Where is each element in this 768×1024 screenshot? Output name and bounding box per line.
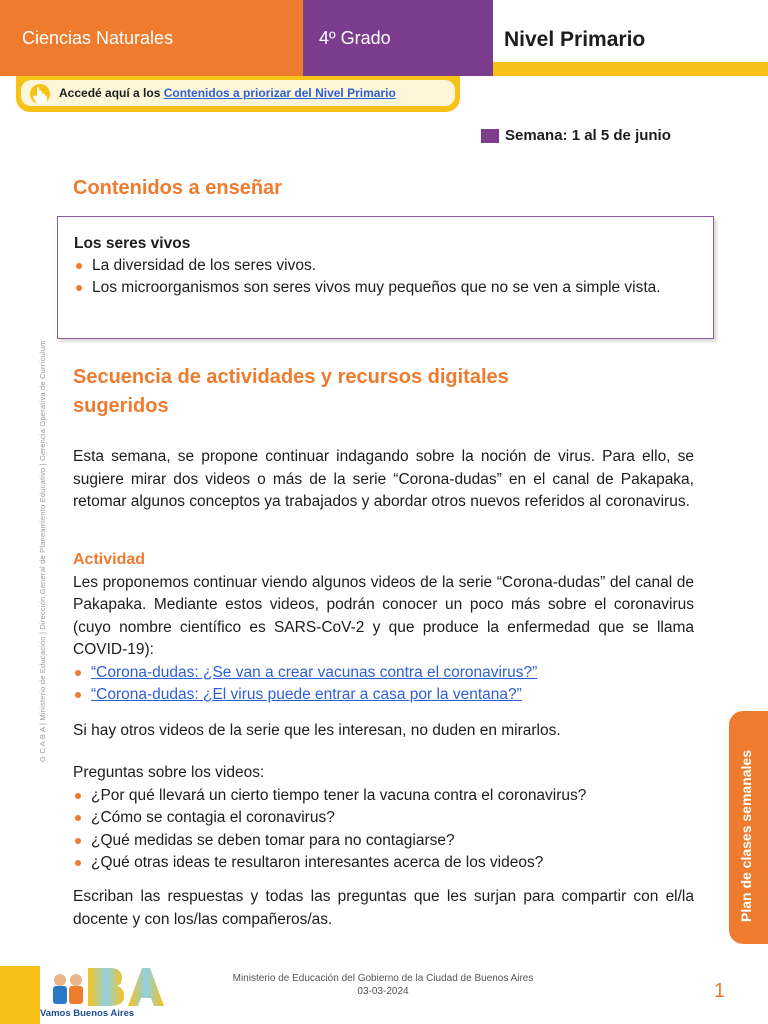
more-videos-text: Si hay otros videos de la serie que les interesan, no duden en mirarlos. bbox=[73, 722, 561, 739]
contents-heading: Contenidos a enseñar bbox=[73, 177, 282, 199]
questions-title: Preguntas sobre los videos: bbox=[73, 764, 265, 781]
side-tab-label: Plan de clases semanales bbox=[738, 750, 754, 922]
priorities-banner bbox=[16, 76, 460, 112]
hand-pointer-icon bbox=[29, 83, 51, 105]
contents-box-title: Los seres vivos bbox=[74, 235, 191, 252]
footer-credits bbox=[200, 972, 566, 998]
week-marker bbox=[481, 129, 499, 143]
sequence-heading bbox=[73, 363, 509, 421]
list-item: ¿Qué otras ideas te resultaron interesantes acerca de los videos? bbox=[73, 852, 694, 875]
page-number: 1 bbox=[714, 980, 726, 1002]
side-credit: G C A B A | Ministerio de Educación | Dirección General de Planeamiento Educativo | Gerencia Operativa de Currículum bbox=[38, 340, 47, 762]
logo-text: Vamos Buenos Aires bbox=[40, 1008, 135, 1019]
list-item bbox=[73, 662, 694, 685]
week-text: Semana: 1 al 5 de junio bbox=[505, 127, 671, 144]
list-item: Los microorganismos son seres vivos muy pequeños que no se ven a simple vista. bbox=[74, 277, 697, 299]
list-item: La diversidad de los seres vivos. bbox=[74, 255, 697, 277]
footer-ministry: Ministerio de Educación del Gobierno de la Ciudad de Buenos Aires bbox=[232, 973, 534, 984]
banner-inner bbox=[21, 80, 455, 106]
questions-section bbox=[73, 762, 694, 875]
footer-date: 03-03-2024 bbox=[357, 986, 409, 997]
video-links bbox=[73, 662, 694, 707]
list-item bbox=[73, 684, 694, 707]
contents-list bbox=[74, 255, 697, 299]
video-link-window[interactable]: “Corona-dudas: ¿El virus puede entrar a casa por la ventana?” bbox=[91, 686, 522, 703]
priorities-link[interactable]: Contenidos a priorizar del Nivel Primario bbox=[163, 86, 396, 100]
questions-list bbox=[73, 785, 694, 875]
activity-text: Les proponemos continuar viendo algunos videos de la serie “Corona-dudas” del canal de Pakapaka. Mediante estos videos, podrán conocer un poco más sobre el coronavirus (cuyo nombre científico es SARS-CoV-2 y que produce la enfermedad que se llama COVID-19): bbox=[73, 573, 694, 658]
header-accent-bar bbox=[493, 62, 768, 76]
subject-header bbox=[0, 0, 303, 76]
list-item: ¿Por qué llevará un cierto tiempo tener la vacuna contra el coronavirus? bbox=[73, 785, 694, 808]
subject-label: Ciencias Naturales bbox=[22, 28, 174, 48]
sequence-heading-line1: Secuencia de actividades y recursos digitales bbox=[73, 366, 509, 388]
level-title: Nivel Primario bbox=[504, 28, 646, 51]
closing-text: Escriban las respuestas y todas las preguntas que les surjan para compartir con el/la docente y con los/las compañeros/as. bbox=[73, 888, 694, 928]
activity-section bbox=[73, 549, 694, 707]
week-label bbox=[481, 127, 671, 144]
grade-header bbox=[303, 0, 493, 76]
contents-box bbox=[57, 216, 714, 339]
list-item: ¿Qué medidas se deben tomar para no contagiarse? bbox=[73, 830, 694, 853]
banner-prefix: Accedé aquí a los bbox=[59, 86, 161, 100]
video-link-vaccines[interactable]: “Corona-dudas: ¿Se van a crear vacunas contra el coronavirus?” bbox=[91, 663, 538, 681]
list-item: ¿Cómo se contagia el coronavirus? bbox=[73, 807, 694, 830]
activity-title: Actividad bbox=[73, 551, 146, 568]
sequence-intro: Esta semana, se propone continuar indagando sobre la noción de virus. Para ello, se sugiere mirar dos videos o más de la serie “Corona-dudas” en el canal de Pakapaka, retomar algunos conceptos ya trabajados y abordar otros nuevos referidos al coronavirus. bbox=[73, 448, 694, 510]
footer-accent-bar bbox=[0, 966, 40, 1024]
sequence-heading-line2: sugeridos bbox=[73, 395, 169, 417]
banner-text bbox=[59, 86, 396, 100]
grade-label: 4º Grado bbox=[319, 28, 391, 48]
